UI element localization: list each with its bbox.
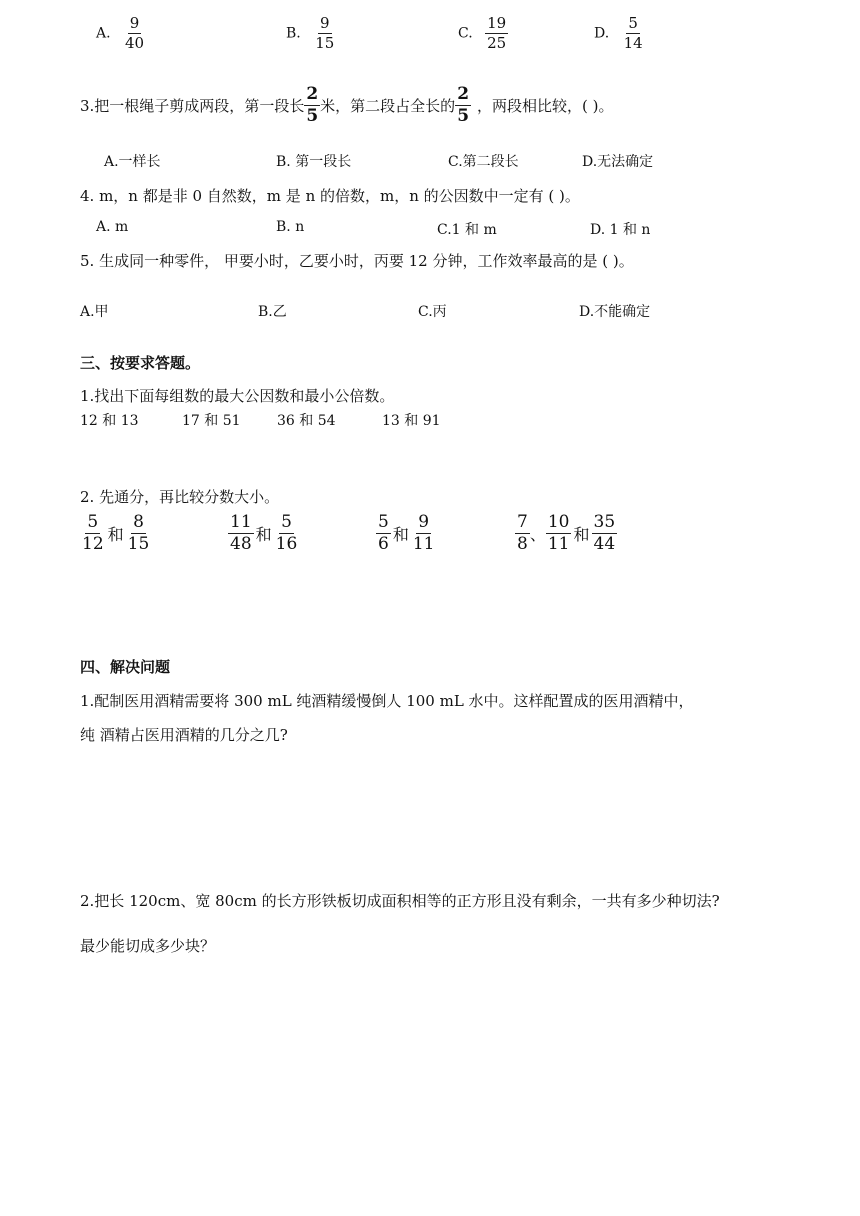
- fraction: [228, 514, 254, 553]
- s4-q2-line1: 2.把长 120cm、宽 80cm 的长方形铁板切成面积相等的正方形且没有剩余，一共有多少种切法?: [80, 892, 720, 910]
- option-fraction: [485, 16, 508, 51]
- q5-stem: 5. 生成同一种零件， 甲要小时，乙要小时，丙要 12 分钟，工作效率最高的是 ( )。: [80, 252, 634, 270]
- q3-option-a: A.一样长: [104, 154, 161, 170]
- s3-q1-group: 13 和 91: [382, 413, 441, 429]
- option-label: D.: [594, 25, 610, 42]
- denominator: 40: [125, 34, 145, 52]
- conjunction: 和: [255, 525, 272, 544]
- q4-option-b: B. n: [276, 219, 305, 235]
- denominator: 16: [275, 534, 298, 554]
- q2-option-a: [96, 16, 146, 51]
- numerator: 2: [306, 84, 319, 104]
- option-fraction: [123, 16, 146, 51]
- option-fraction: [313, 16, 336, 51]
- denominator: 8: [517, 534, 528, 554]
- q2-option-c: [458, 16, 508, 51]
- q5-option-a: A.甲: [80, 304, 109, 320]
- q4-option-d: D. 1 和 n: [590, 222, 651, 238]
- q3-text-part1: 3.把一根绳子剪成两段，第一段长: [80, 97, 305, 115]
- q2-option-b: [286, 16, 336, 51]
- denominator: 11: [547, 534, 570, 554]
- numerator: 8: [133, 512, 144, 532]
- option-fraction: [622, 16, 645, 51]
- numerator: 10: [547, 512, 570, 532]
- fraction: [80, 514, 106, 553]
- section-3-heading: 三、按要求答题。: [80, 354, 201, 372]
- s3-q2-text: 2. 先通分，再比较分数大小。: [80, 488, 280, 506]
- q3-text-part3: ，两段相比较，( )。: [477, 97, 614, 115]
- numerator: 9: [129, 14, 140, 32]
- q5-option-b: B.乙: [258, 304, 287, 320]
- q3-text-part2: 米，第二段占全长的: [320, 97, 456, 115]
- section-4-heading: 四、解决问题: [80, 658, 171, 676]
- fraction-triple: [515, 514, 617, 553]
- fraction-pair-2: [228, 514, 299, 553]
- denominator: 14: [623, 34, 643, 52]
- denominator: 48: [230, 534, 252, 554]
- fraction: [126, 514, 152, 553]
- fraction: [274, 514, 300, 553]
- denominator: 12: [82, 534, 104, 554]
- denominator: 5: [306, 106, 319, 126]
- q5-option-d: D.不能确定: [579, 304, 651, 320]
- fraction: [515, 514, 530, 553]
- fraction: [376, 514, 391, 553]
- q4-option-a: A. m: [96, 219, 129, 235]
- fraction: [546, 514, 572, 553]
- q3-fraction-2: [455, 86, 471, 125]
- denominator: 5: [457, 106, 470, 126]
- option-label: B.: [286, 25, 301, 42]
- option-label: A.: [96, 25, 111, 42]
- s4-q2-line2: 最少能切成多少块？: [80, 937, 216, 955]
- fraction-pair-3: [376, 514, 436, 553]
- denominator: 44: [593, 534, 616, 554]
- s4-q1-line1: 1.配制医用酒精需要将 300 mL 纯酒精缓慢倒人 100 mL 水中。这样配置成的医用酒精中，: [80, 692, 694, 710]
- numerator: 5: [628, 14, 638, 32]
- numerator: 19: [487, 14, 507, 32]
- s3-q1-text: 1.找出下面每组数的最大公因数和最小公倍数。: [80, 387, 395, 405]
- conjunction: 和: [107, 525, 124, 544]
- q4-option-c: C.1 和 m: [437, 222, 497, 238]
- q5-option-c: C.丙: [418, 304, 447, 320]
- q4-stem: 4. m，n 都是非 0 自然数，m 是 n 的倍数，m，n 的公因数中一定有 ( )。: [80, 187, 580, 205]
- s3-q1-group: 17 和 51: [182, 413, 241, 429]
- q3-option-d: D.无法确定: [582, 154, 654, 170]
- q3-option-c: C.第二段长: [448, 154, 519, 170]
- numerator: 11: [230, 512, 252, 532]
- fraction-pair-1: [80, 514, 151, 553]
- numerator: 7: [517, 512, 528, 532]
- option-label: C.: [458, 25, 473, 42]
- numerator: 9: [319, 14, 330, 32]
- separator: 、: [529, 525, 546, 544]
- numerator: 5: [378, 512, 389, 532]
- q3-fraction-1: [304, 86, 320, 125]
- q2-option-d: [594, 16, 645, 51]
- numerator: 5: [87, 512, 99, 532]
- conjunction: 和: [573, 525, 590, 544]
- s4-q1-line2: 纯 酒精占医用酒精的几分之几?: [80, 726, 288, 744]
- denominator: 15: [127, 534, 150, 554]
- denominator: 25: [487, 34, 507, 52]
- conjunction: 和: [392, 525, 409, 544]
- numerator: 35: [593, 512, 616, 532]
- q3-stem: [80, 86, 614, 125]
- s3-q1-group: 36 和 54: [277, 413, 336, 429]
- denominator: 11: [412, 534, 435, 554]
- fraction: [592, 514, 618, 553]
- numerator: 5: [281, 512, 292, 532]
- numerator: 9: [418, 512, 430, 532]
- fraction: [411, 514, 437, 553]
- denominator: 6: [378, 534, 389, 554]
- s3-q1-group: 12 和 13: [80, 413, 139, 429]
- q3-option-b: B. 第一段长: [276, 154, 352, 170]
- numerator: 2: [457, 84, 470, 104]
- denominator: 15: [315, 34, 335, 52]
